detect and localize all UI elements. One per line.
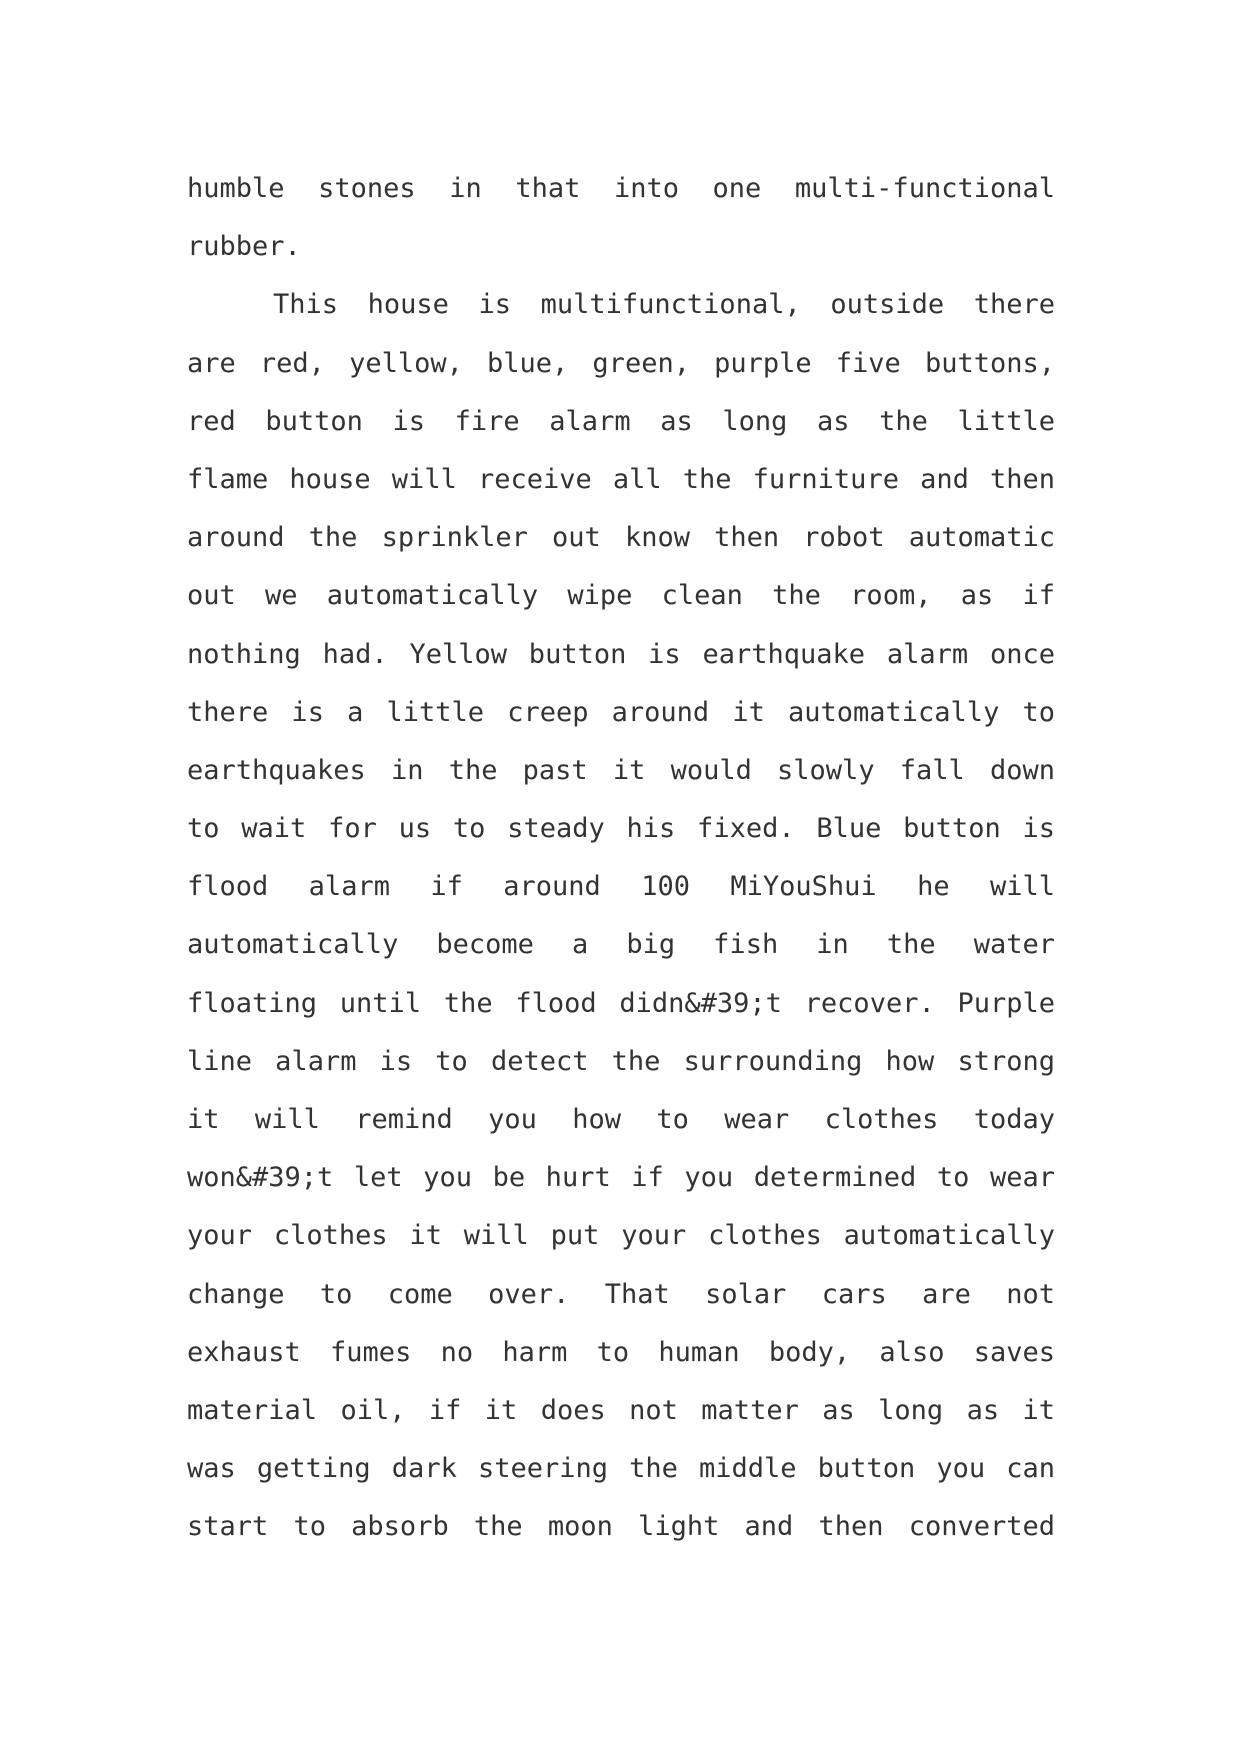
text-line: your clothes it will put your clothes automatically [187,1220,1055,1252]
text-line: floating until the flood didn&#39;t recover. Purple [187,987,1055,1019]
text-line: are red, yellow, blue, green, purple five buttons, [187,347,1055,379]
text-line: around the sprinkler out know then robot automatic [187,522,1055,554]
text-line: This house is multifunctional, outside there [273,289,1055,321]
text-line: won&#39;t let you be hurt if you determined to wear [187,1162,1055,1194]
text-line: start to absorb the moon light and then converted [187,1511,1055,1543]
text-line: to wait for us to steady his fixed. Blue button is [187,813,1055,845]
text-line: it will remind you how to wear clothes today [187,1104,1055,1135]
text-line: humble stones in that into one multi-functional [187,173,1055,204]
text-line: flame house will receive all the furniture and then [187,463,1055,495]
text-line: flood alarm if around 100 MiYouShui he will [187,871,1055,903]
text-line: was getting dark steering the middle button you can [187,1453,1055,1485]
text-line: automatically become a big fish in the water [187,929,1055,961]
text-line: out we automatically wipe clean the room, as if [187,580,1055,612]
text-line: exhaust fumes no harm to human body, also saves [187,1336,1055,1368]
text-line: there is a little creep around it automatically to [187,696,1055,728]
text-line: rubber. [187,231,301,263]
text-line: earthquakes in the past it would slowly fall down [187,754,1055,786]
text-line: material oil, if it does not matter as long as it [187,1394,1055,1426]
text-line: change to come over. That solar cars are not [187,1278,1055,1310]
text-line: line alarm is to detect the surrounding how strong [187,1045,1055,1077]
text-line: red button is fire alarm as long as the little [187,405,1055,437]
body-text [187,160,1055,1557]
text-line: nothing had. Yellow button is earthquake alarm once [187,638,1055,670]
